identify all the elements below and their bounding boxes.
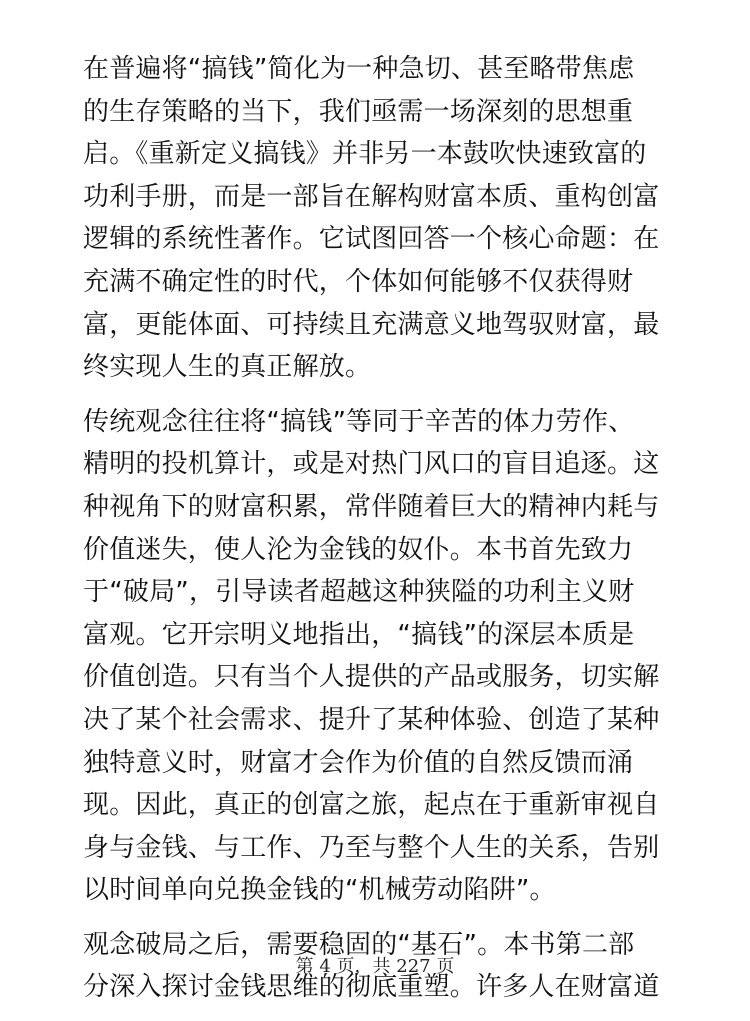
text-line: 功利手册，而是一部旨在解构财富本质、重构创富 — [83, 181, 660, 212]
text-line: 传统观念往往将“搞钱”等同于辛苦的体力劳作、 — [83, 406, 635, 437]
text-line: 的生存策略的当下，我们亟需一场深刻的思想重 — [83, 96, 634, 127]
text-line: 观念破局之后，需要稳固的“基石”。本书第二部 — [83, 929, 635, 960]
text-line: 逻辑的系统性著作。它试图回答一个核心命题：在 — [83, 224, 660, 255]
text-line: 种视角下的财富积累，常伴随着巨大的精神内耗与 — [83, 491, 660, 522]
text-line: 充满不确定性的时代，个体如何能够不仅获得财 — [83, 266, 634, 297]
text-line: 独特意义时，财富才会作为价值的自然反馈而涌 — [83, 747, 634, 778]
text-line: 精明的投机算计，或是对热门风口的盲目追逐。这 — [83, 449, 660, 480]
text-line: 以时间单向兑换金钱的“机械劳动陷阱”。 — [83, 875, 556, 906]
paragraph-2 — [83, 401, 673, 912]
paragraph-1 — [83, 48, 673, 389]
text-line: 在普遍将“搞钱”简化为一种急切、甚至略带焦虑 — [83, 54, 635, 84]
text-line: 富观。它开宗明义地指出，“搞钱”的深层本质是 — [83, 619, 635, 650]
text-line: 价值创造。只有当个人提供的产品或服务，切实解 — [83, 662, 660, 693]
text-line: 价值迷失，使人沦为金钱的奴仆。本书首先致力 — [83, 534, 634, 565]
text-line: 分深入探讨金钱思维的彻底重塑。许多人在财富道 — [83, 972, 660, 1003]
text-line: 于“破局”，引导读者超越这种狭隘的功利主义财 — [83, 577, 635, 608]
text-line: 决了某个社会需求、提升了某种体验、创造了某种 — [83, 704, 660, 735]
body-text — [83, 48, 673, 1021]
text-line: 终实现人生的真正解放。 — [83, 352, 372, 383]
text-line: 富，更能体面、可持续且充满意义地驾驭财富，最 — [83, 309, 660, 340]
text-line: 现。因此，真正的创富之旅，起点在于重新审视自 — [83, 790, 660, 821]
page-number-footer: 第 4 页，共 227 页 — [295, 956, 455, 977]
text-line: 启。《重新定义搞钱》并非另一本鼓吹快速致富的 — [83, 139, 647, 170]
text-line: 身与金钱、与工作、乃至与整个人生的关系，告别 — [83, 832, 660, 863]
